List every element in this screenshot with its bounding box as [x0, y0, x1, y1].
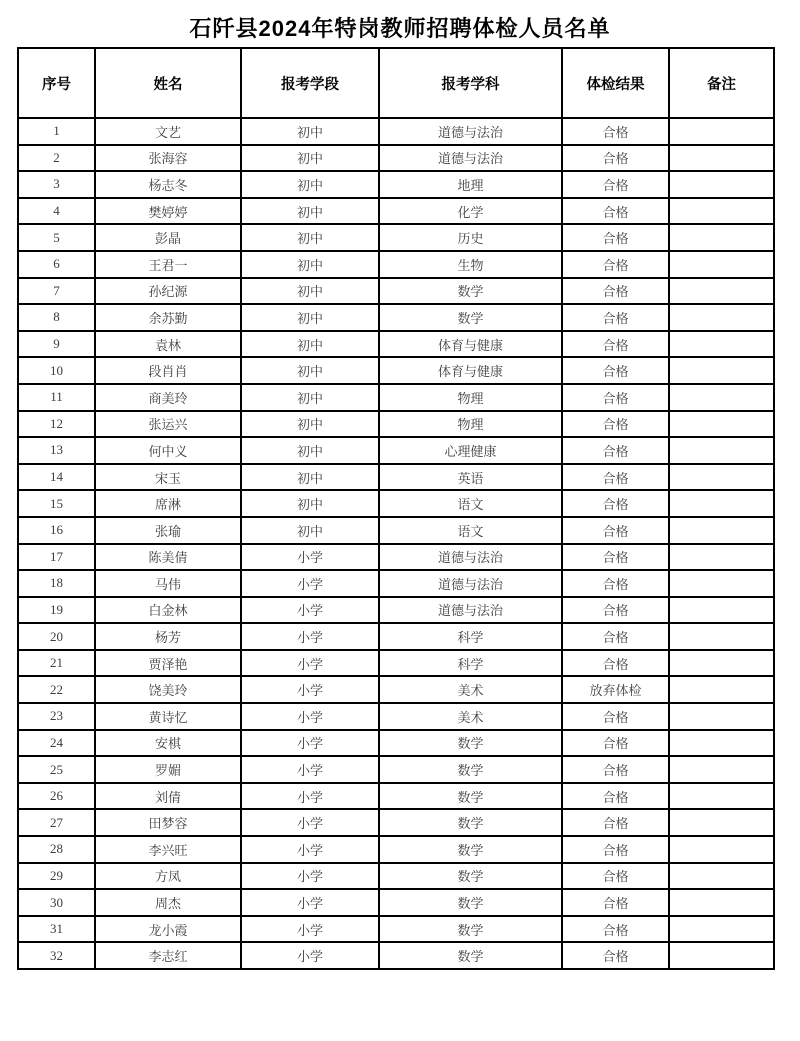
table-row — [18, 889, 774, 916]
cell-result: 合格 — [562, 118, 669, 145]
table-row — [18, 224, 774, 251]
cell-remark — [669, 942, 774, 969]
cell-remark — [669, 783, 774, 810]
cell-result: 合格 — [562, 145, 669, 172]
cell-no: 12 — [18, 411, 95, 438]
header-subject: 报考学科 — [379, 48, 562, 118]
cell-level: 初中 — [241, 331, 379, 358]
cell-level: 小学 — [241, 916, 379, 943]
cell-result: 合格 — [562, 544, 669, 571]
cell-result: 合格 — [562, 331, 669, 358]
cell-level: 小学 — [241, 730, 379, 757]
cell-result: 合格 — [562, 464, 669, 491]
table-row — [18, 278, 774, 305]
table-row — [18, 676, 774, 703]
cell-name: 彭晶 — [95, 224, 241, 251]
cell-name: 周杰 — [95, 889, 241, 916]
cell-remark — [669, 730, 774, 757]
cell-subject: 数学 — [379, 889, 562, 916]
cell-no: 29 — [18, 863, 95, 890]
cell-level: 初中 — [241, 304, 379, 331]
table-row — [18, 517, 774, 544]
table-row — [18, 411, 774, 438]
cell-result: 合格 — [562, 756, 669, 783]
cell-subject: 数学 — [379, 730, 562, 757]
table-row — [18, 703, 774, 730]
table-row — [18, 437, 774, 464]
cell-no: 6 — [18, 251, 95, 278]
cell-remark — [669, 623, 774, 650]
cell-no: 23 — [18, 703, 95, 730]
cell-remark — [669, 676, 774, 703]
cell-result: 合格 — [562, 597, 669, 624]
cell-no: 9 — [18, 331, 95, 358]
cell-subject: 化学 — [379, 198, 562, 225]
cell-result: 合格 — [562, 490, 669, 517]
table-row — [18, 623, 774, 650]
cell-no: 14 — [18, 464, 95, 491]
cell-level: 初中 — [241, 198, 379, 225]
cell-remark — [669, 703, 774, 730]
table-row — [18, 464, 774, 491]
cell-remark — [669, 863, 774, 890]
cell-no: 2 — [18, 145, 95, 172]
cell-name: 商美玲 — [95, 384, 241, 411]
cell-no: 13 — [18, 437, 95, 464]
cell-name: 罗媚 — [95, 756, 241, 783]
cell-level: 小学 — [241, 650, 379, 677]
cell-name: 张海容 — [95, 145, 241, 172]
cell-level: 小学 — [241, 544, 379, 571]
cell-name: 樊婷婷 — [95, 198, 241, 225]
cell-no: 11 — [18, 384, 95, 411]
cell-subject: 英语 — [379, 464, 562, 491]
cell-result: 合格 — [562, 251, 669, 278]
cell-remark — [669, 145, 774, 172]
cell-remark — [669, 570, 774, 597]
cell-subject: 生物 — [379, 251, 562, 278]
cell-remark — [669, 198, 774, 225]
cell-result: 合格 — [562, 650, 669, 677]
cell-remark — [669, 384, 774, 411]
cell-no: 28 — [18, 836, 95, 863]
table-header — [18, 48, 774, 118]
cell-no: 19 — [18, 597, 95, 624]
cell-remark — [669, 464, 774, 491]
cell-level: 小学 — [241, 570, 379, 597]
cell-name: 安棋 — [95, 730, 241, 757]
table-row — [18, 916, 774, 943]
cell-name: 袁林 — [95, 331, 241, 358]
cell-remark — [669, 251, 774, 278]
cell-result: 放弃体检 — [562, 676, 669, 703]
cell-name: 段肖肖 — [95, 357, 241, 384]
cell-subject: 道德与法治 — [379, 118, 562, 145]
cell-name: 方凤 — [95, 863, 241, 890]
table-row — [18, 145, 774, 172]
cell-subject: 道德与法治 — [379, 145, 562, 172]
cell-remark — [669, 331, 774, 358]
cell-level: 小学 — [241, 676, 379, 703]
cell-result: 合格 — [562, 623, 669, 650]
cell-level: 小学 — [241, 703, 379, 730]
cell-no: 32 — [18, 942, 95, 969]
cell-no: 27 — [18, 809, 95, 836]
cell-remark — [669, 304, 774, 331]
header-row — [18, 48, 774, 118]
cell-name: 王君一 — [95, 251, 241, 278]
cell-result: 合格 — [562, 357, 669, 384]
cell-subject: 科学 — [379, 650, 562, 677]
cell-level: 初中 — [241, 411, 379, 438]
cell-name: 刘倩 — [95, 783, 241, 810]
cell-no: 26 — [18, 783, 95, 810]
cell-subject: 历史 — [379, 224, 562, 251]
cell-result: 合格 — [562, 304, 669, 331]
cell-level: 初中 — [241, 278, 379, 305]
table-row — [18, 544, 774, 571]
cell-subject: 语文 — [379, 517, 562, 544]
table-row — [18, 304, 774, 331]
cell-no: 21 — [18, 650, 95, 677]
cell-subject: 数学 — [379, 304, 562, 331]
header-result: 体检结果 — [562, 48, 669, 118]
cell-name: 席淋 — [95, 490, 241, 517]
cell-name: 马伟 — [95, 570, 241, 597]
cell-no: 16 — [18, 517, 95, 544]
header-level: 报考学段 — [241, 48, 379, 118]
cell-subject: 体育与健康 — [379, 357, 562, 384]
table-row — [18, 357, 774, 384]
header-name: 姓名 — [95, 48, 241, 118]
cell-remark — [669, 517, 774, 544]
cell-no: 3 — [18, 171, 95, 198]
table-row — [18, 171, 774, 198]
cell-name: 饶美玲 — [95, 676, 241, 703]
cell-subject: 道德与法治 — [379, 570, 562, 597]
cell-result: 合格 — [562, 916, 669, 943]
cell-remark — [669, 437, 774, 464]
cell-name: 陈美倩 — [95, 544, 241, 571]
table-row — [18, 809, 774, 836]
table-row — [18, 730, 774, 757]
cell-no: 8 — [18, 304, 95, 331]
cell-name: 龙小霞 — [95, 916, 241, 943]
cell-result: 合格 — [562, 942, 669, 969]
cell-subject: 道德与法治 — [379, 597, 562, 624]
cell-remark — [669, 809, 774, 836]
cell-name: 杨志冬 — [95, 171, 241, 198]
cell-name: 李志红 — [95, 942, 241, 969]
cell-subject: 数学 — [379, 278, 562, 305]
table-row — [18, 863, 774, 890]
cell-subject: 语文 — [379, 490, 562, 517]
cell-level: 小学 — [241, 756, 379, 783]
cell-remark — [669, 357, 774, 384]
cell-subject: 道德与法治 — [379, 544, 562, 571]
cell-no: 31 — [18, 916, 95, 943]
cell-subject: 地理 — [379, 171, 562, 198]
cell-remark — [669, 411, 774, 438]
cell-level: 初中 — [241, 357, 379, 384]
cell-name: 孙纪源 — [95, 278, 241, 305]
cell-no: 20 — [18, 623, 95, 650]
table-row — [18, 198, 774, 225]
cell-result: 合格 — [562, 278, 669, 305]
cell-level: 小学 — [241, 942, 379, 969]
cell-level: 小学 — [241, 623, 379, 650]
table-row — [18, 756, 774, 783]
cell-level: 小学 — [241, 809, 379, 836]
cell-name: 余苏勤 — [95, 304, 241, 331]
cell-remark — [669, 756, 774, 783]
cell-subject: 科学 — [379, 623, 562, 650]
cell-remark — [669, 916, 774, 943]
roster-table — [17, 47, 775, 970]
cell-subject: 数学 — [379, 809, 562, 836]
cell-remark — [669, 224, 774, 251]
table-row — [18, 570, 774, 597]
cell-subject: 美术 — [379, 676, 562, 703]
cell-no: 30 — [18, 889, 95, 916]
cell-result: 合格 — [562, 224, 669, 251]
cell-remark — [669, 650, 774, 677]
cell-no: 15 — [18, 490, 95, 517]
cell-subject: 数学 — [379, 942, 562, 969]
cell-level: 小学 — [241, 889, 379, 916]
cell-result: 合格 — [562, 783, 669, 810]
cell-subject: 数学 — [379, 783, 562, 810]
cell-remark — [669, 544, 774, 571]
cell-no: 10 — [18, 357, 95, 384]
cell-level: 初中 — [241, 171, 379, 198]
cell-no: 17 — [18, 544, 95, 571]
cell-subject: 心理健康 — [379, 437, 562, 464]
cell-name: 宋玉 — [95, 464, 241, 491]
cell-name: 白金林 — [95, 597, 241, 624]
table-row — [18, 783, 774, 810]
cell-name: 黄诗忆 — [95, 703, 241, 730]
header-no: 序号 — [18, 48, 95, 118]
cell-result: 合格 — [562, 863, 669, 890]
cell-subject: 数学 — [379, 863, 562, 890]
cell-no: 24 — [18, 730, 95, 757]
cell-no: 25 — [18, 756, 95, 783]
cell-level: 小学 — [241, 783, 379, 810]
cell-name: 何中义 — [95, 437, 241, 464]
cell-result: 合格 — [562, 703, 669, 730]
cell-result: 合格 — [562, 836, 669, 863]
cell-remark — [669, 278, 774, 305]
cell-name: 李兴旺 — [95, 836, 241, 863]
cell-level: 初中 — [241, 251, 379, 278]
cell-remark — [669, 490, 774, 517]
cell-subject: 数学 — [379, 916, 562, 943]
cell-level: 初中 — [241, 224, 379, 251]
cell-level: 初中 — [241, 145, 379, 172]
cell-result: 合格 — [562, 437, 669, 464]
table-row — [18, 118, 774, 145]
cell-name: 张瑜 — [95, 517, 241, 544]
cell-level: 小学 — [241, 836, 379, 863]
table-row — [18, 384, 774, 411]
cell-level: 初中 — [241, 517, 379, 544]
table-row — [18, 942, 774, 969]
cell-level: 初中 — [241, 384, 379, 411]
cell-name: 张运兴 — [95, 411, 241, 438]
cell-subject: 物理 — [379, 411, 562, 438]
cell-remark — [669, 889, 774, 916]
cell-subject: 数学 — [379, 756, 562, 783]
cell-result: 合格 — [562, 384, 669, 411]
cell-remark — [669, 597, 774, 624]
cell-no: 22 — [18, 676, 95, 703]
cell-no: 5 — [18, 224, 95, 251]
cell-level: 初中 — [241, 437, 379, 464]
table-row — [18, 597, 774, 624]
cell-result: 合格 — [562, 889, 669, 916]
cell-subject: 美术 — [379, 703, 562, 730]
cell-result: 合格 — [562, 730, 669, 757]
cell-level: 初中 — [241, 464, 379, 491]
cell-subject: 体育与健康 — [379, 331, 562, 358]
cell-no: 4 — [18, 198, 95, 225]
cell-remark — [669, 118, 774, 145]
cell-name: 杨芳 — [95, 623, 241, 650]
cell-subject: 数学 — [379, 836, 562, 863]
table-body — [18, 118, 774, 969]
cell-subject: 物理 — [379, 384, 562, 411]
cell-remark — [669, 171, 774, 198]
table-row — [18, 331, 774, 358]
cell-remark — [669, 836, 774, 863]
cell-level: 初中 — [241, 490, 379, 517]
table-row — [18, 251, 774, 278]
table-row — [18, 836, 774, 863]
cell-level: 小学 — [241, 863, 379, 890]
cell-name: 文艺 — [95, 118, 241, 145]
page-title: 石阡县2024年特岗教师招聘体检人员名单 — [189, 16, 611, 41]
cell-result: 合格 — [562, 171, 669, 198]
table-row — [18, 650, 774, 677]
cell-name: 田梦容 — [95, 809, 241, 836]
cell-result: 合格 — [562, 570, 669, 597]
cell-result: 合格 — [562, 198, 669, 225]
header-remark: 备注 — [669, 48, 774, 118]
cell-level: 初中 — [241, 118, 379, 145]
cell-no: 1 — [18, 118, 95, 145]
cell-result: 合格 — [562, 411, 669, 438]
cell-result: 合格 — [562, 809, 669, 836]
cell-level: 小学 — [241, 597, 379, 624]
cell-no: 7 — [18, 278, 95, 305]
table-row — [18, 490, 774, 517]
cell-no: 18 — [18, 570, 95, 597]
cell-result: 合格 — [562, 517, 669, 544]
cell-name: 贾泽艳 — [95, 650, 241, 677]
